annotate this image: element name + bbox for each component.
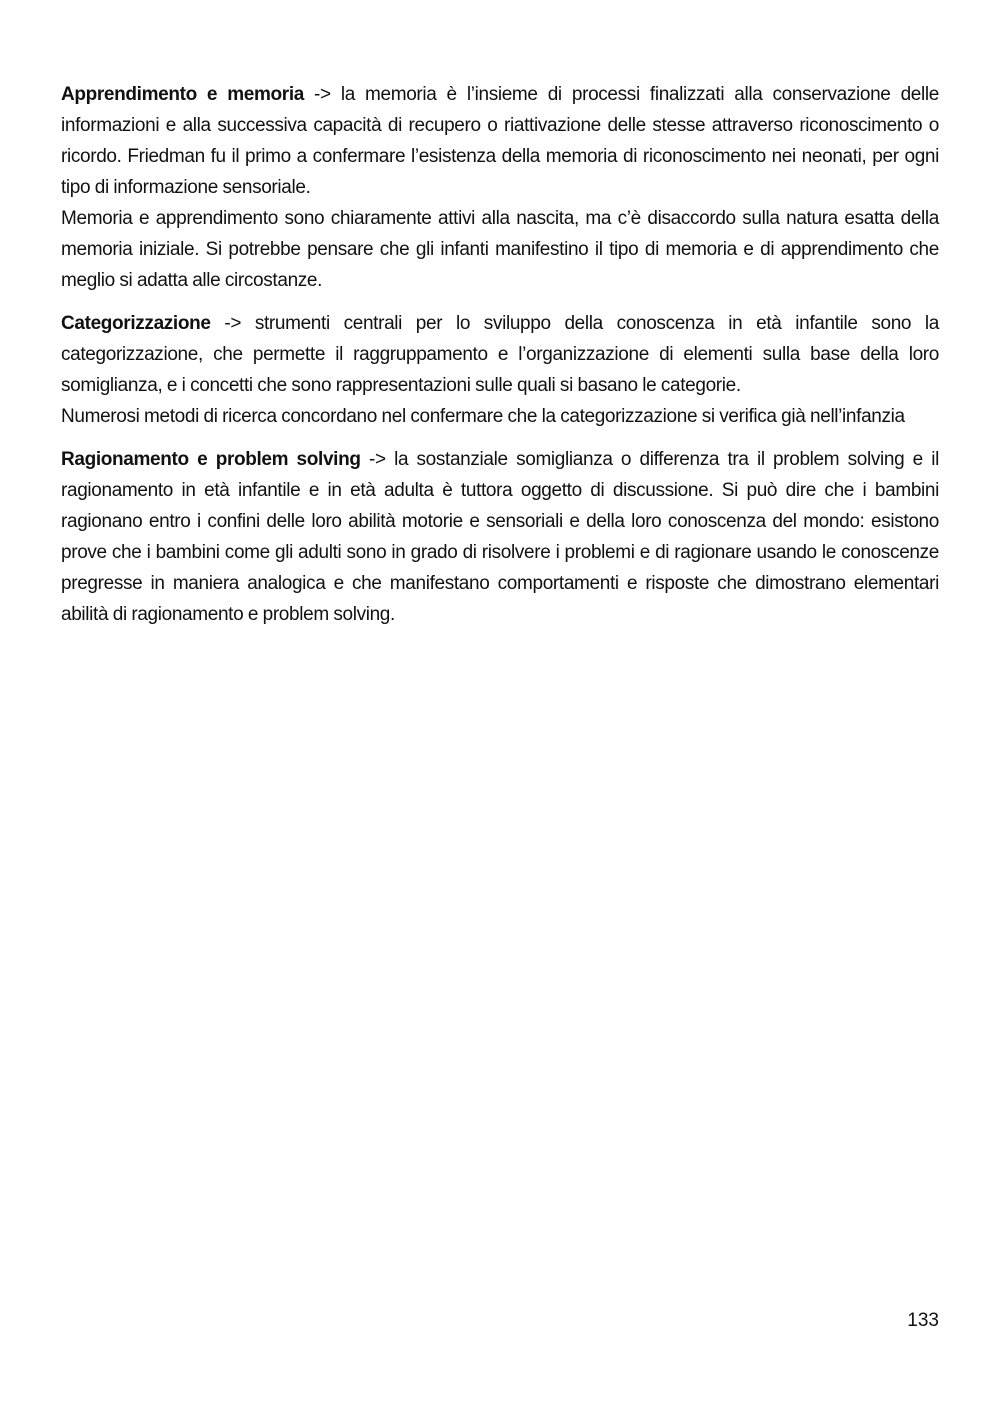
paragraph bbox=[61, 444, 939, 630]
paragraph: Memoria e apprendimento sono chiaramente attivi alla nascita, ma c’è disaccordo sulla natura esatta della memoria iniziale. Si potrebbe pensare che gli infanti manifestino il tipo di memoria e di apprendimento che meglio si adatta alle circostanze. bbox=[61, 208, 939, 291]
paragraph-text: -> strumenti centrali per lo sviluppo della conoscenza in età infantile sono la categorizzazione, che permette il raggruppamento e l’organizzazione di elementi sulla base della loro somiglianza, e i concetti che sono rappresentazioni sulle quali si basano le categorie. bbox=[61, 313, 939, 396]
paragraph: Numerosi metodi di ricerca concordano nel confermare che la categorizzazione si verifica già nell’infanzia bbox=[61, 406, 905, 427]
section-categorizzazione bbox=[61, 308, 939, 432]
section-apprendimento-memoria bbox=[61, 79, 939, 296]
paragraph-text: -> la sostanziale somiglianza o differenza tra il problem solving e il ragionamento in età infantile e in età adulta è tuttora oggetto di discussione. Si può dire che i bambini ragionano entro i confini delle loro abilità motorie e sensoriali e della loro conoscenza del mondo: esistono prove che i bambini come gli adulti sono in grado di risolvere i problemi e di ragionare usando le conoscenze pregresse in maniera analogica e che manifestano comportamenti e risposte che dimostrano elementari abilità di ragionamento e problem solving. bbox=[61, 449, 939, 625]
page-number: 133 bbox=[907, 1310, 939, 1331]
section-ragionamento-problem-solving bbox=[61, 444, 939, 630]
section-heading: Apprendimento e memoria bbox=[61, 84, 304, 105]
section-heading: Ragionamento e problem solving bbox=[61, 449, 361, 470]
paragraph bbox=[61, 308, 939, 401]
paragraph-text: -> la memoria è l’insieme di processi finalizzati alla conservazione delle informazioni e alla successiva capacità di recupero o riattivazione delle stesse attraverso riconoscimento o ricordo. Friedman fu il primo a confermare l’esistenza della memoria di riconoscimento nei neonati, per ogni tipo di informazione sensoriale. bbox=[61, 84, 939, 198]
document-body bbox=[61, 79, 939, 642]
paragraph bbox=[61, 79, 939, 203]
section-heading: Categorizzazione bbox=[61, 313, 211, 334]
